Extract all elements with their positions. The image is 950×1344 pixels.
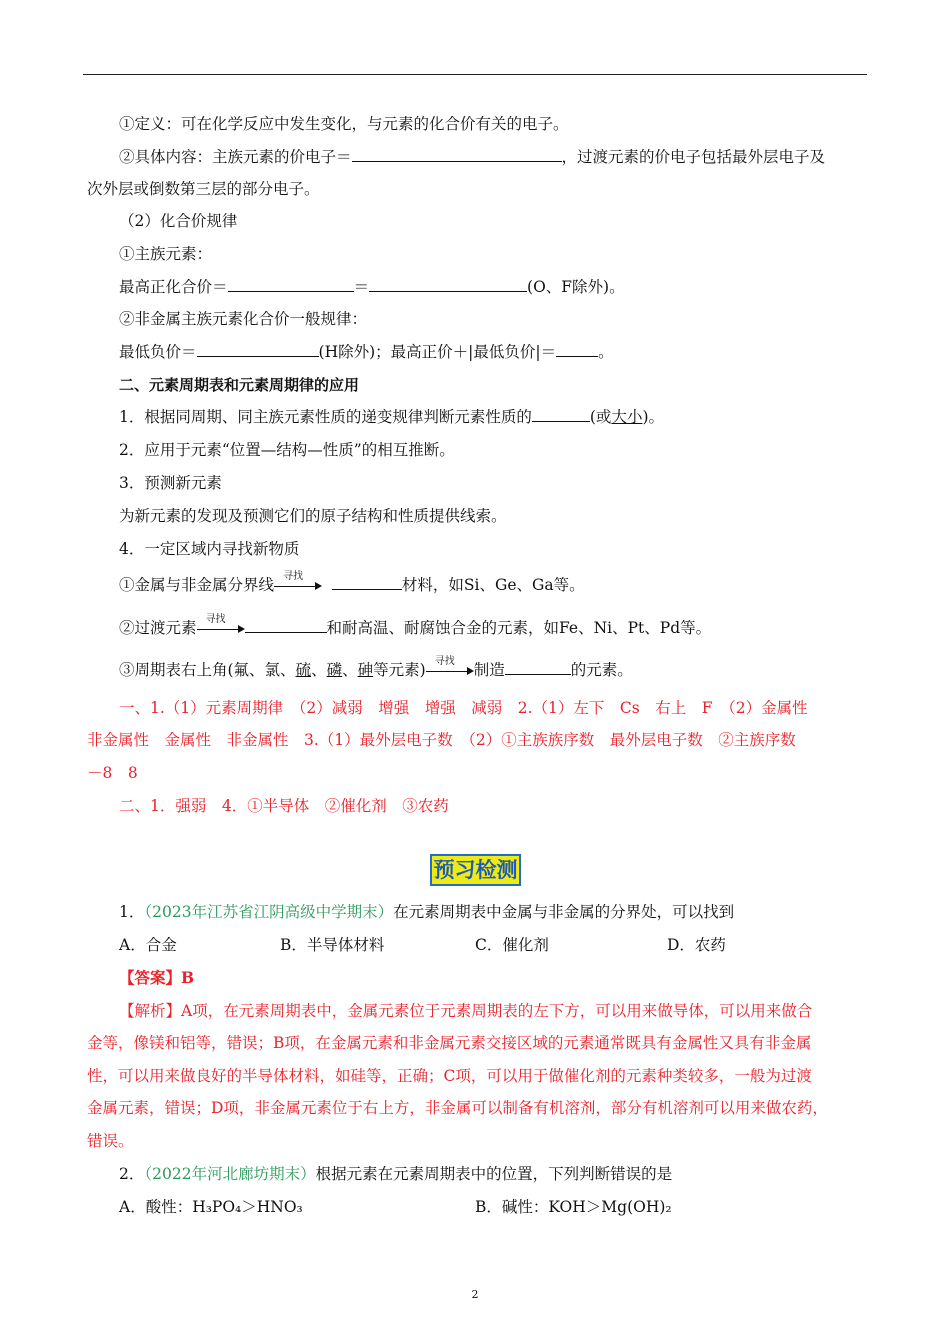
search-line-1 (119, 571, 867, 596)
search-line-2 (119, 614, 867, 639)
underlined-text: 磷 (326, 661, 343, 679)
underlined-text: 大小 (611, 408, 643, 426)
application-item-1 (119, 406, 867, 428)
valence-content-cont: 次外层或倒数第三层的部分电子。 (87, 180, 320, 198)
text: 最高正化合价＝ (119, 278, 228, 296)
application-item-4: 4．一定区域内寻找新物质 (119, 540, 300, 558)
fill-blank[interactable] (532, 407, 590, 422)
right-arrow-icon (197, 614, 245, 639)
application-item-3-desc: 为新元素的发现及预测它们的原子结构和性质提供线索。 (119, 507, 507, 525)
application-item-3: 3．预测新元素 (119, 474, 222, 492)
fill-blank[interactable] (245, 618, 327, 633)
question-source: （2022年河北廊坊期末） (144, 1165, 316, 1183)
fill-blank[interactable] (332, 575, 402, 590)
text: ，过渡元素的价电子包括最外层电子及 (561, 148, 826, 166)
text: 、 (311, 661, 327, 679)
question-2 (119, 1163, 867, 1185)
text: 制造 (473, 661, 505, 679)
right-arrow-icon (274, 571, 322, 596)
option-b[interactable]: B．半导体材料 (280, 936, 385, 954)
text: 材料，如Si、Ge、Ga等。 (401, 576, 585, 594)
question-number: 2． (119, 1165, 145, 1183)
question-1-options (119, 934, 867, 956)
question-source: （2023年江苏省江阴高级中学期末） (144, 903, 394, 921)
text: (或 (589, 408, 612, 426)
text: 1．根据同周期、同主族元素性质的递变规律判断元素性质的 (119, 408, 532, 426)
option-b[interactable]: B．碱性：KOH＞Mg(OH)₂ (475, 1198, 672, 1216)
text: ＝ (353, 278, 370, 296)
text: (O、F除外)。 (527, 278, 625, 296)
min-valence-rule (119, 341, 867, 363)
fill-blank[interactable] (556, 342, 598, 357)
question-1 (119, 901, 867, 923)
fill-blank[interactable] (352, 147, 562, 162)
text: ②过渡元素 (119, 619, 197, 637)
text: 。 (598, 343, 614, 361)
arrow-label: 寻找 (205, 614, 226, 625)
main-group-label: ①主族元素： (119, 245, 213, 263)
answer-line-4: 二、1．强弱 4．①半导体 ②催化剂 ③农药 (119, 797, 449, 815)
explanation-line-5: 错误。 (87, 1132, 134, 1150)
answer-line-3: －8 8 (87, 764, 138, 782)
underlined-text: 硫 (295, 661, 312, 679)
preview-title: 预习检测 (430, 854, 521, 886)
answer-label: 【答案】B (119, 968, 195, 987)
question-2-options (119, 1196, 867, 1218)
text: ①金属与非金属分界线 (119, 576, 275, 594)
option-d[interactable]: D．农药 (667, 936, 726, 954)
arrow-label: 寻找 (283, 571, 304, 582)
valence-content (119, 146, 867, 168)
text: ③周期表右上角(氟、氯、 (119, 661, 296, 679)
fill-blank[interactable] (197, 342, 319, 357)
application-item-2: 2．应用于元素“位置—结构—性质”的相互推断。 (119, 441, 455, 459)
text: 最低负价＝ (119, 343, 197, 361)
question-number: 1． (119, 903, 145, 921)
text: )。 (642, 408, 665, 426)
option-c[interactable]: C．催化剂 (475, 936, 549, 954)
arrow-label: 寻找 (434, 656, 455, 667)
valence-definition: ①定义：可在化学反应中发生变化，与元素的化合价有关的电子。 (119, 115, 569, 133)
text: 和耐高温、耐腐蚀合金的元素，如Fe、Ni、Pt、Pd等。 (326, 619, 712, 637)
explanation-line-3: 性，可以用来做良好的半导体材料，如硅等，正确；C项，可以用于做催化剂的元素种类较多，一般为过渡 (87, 1067, 812, 1085)
header-rule (83, 74, 867, 75)
option-a[interactable]: A．酸性：H₃PO₄＞HNO₃ (119, 1198, 303, 1216)
option-a[interactable]: A．合金 (119, 936, 177, 954)
text: ②具体内容：主族元素的价电子＝ (119, 148, 352, 166)
page-number: 2 (471, 1288, 479, 1301)
fill-blank[interactable] (505, 660, 571, 675)
text: 、 (342, 661, 358, 679)
underlined-text: 砷 (357, 661, 374, 679)
section-heading: 二、元素周期表和元素周期律的应用 (119, 376, 360, 394)
text: 等元素) (373, 661, 426, 679)
explanation-line-4: 金属元素，错误；D项，非金属元素位于右上方，非金属可以制备有机溶剂，部分有机溶剂可以用来做农药， (87, 1099, 828, 1117)
explanation-line-1: 【解析】A项，在元素周期表中，金属元素位于元素周期表的左下方，可以用来做导体，可以用来做合 (119, 1002, 813, 1020)
fill-blank[interactable] (228, 277, 354, 292)
answer-line-2: 非金属性 金属性 非金属性 3.（1）最外层电子数 （2）①主族族序数 最外层电子数 ②主族序数 (87, 731, 796, 749)
max-valence-rule (119, 276, 867, 298)
question-text: 在元素周期表中金属与非金属的分界处，可以找到 (393, 903, 735, 921)
text: (H除外)；最高正价＋|最低负价|＝ (318, 343, 557, 361)
search-line-3 (119, 656, 867, 681)
explanation-line-2: 金等，像镁和铝等，错误；B项，在金属元素和非金属元素交接区域的元素通常既具有金属性又具有非金属 (87, 1034, 812, 1052)
text: 的元素。 (570, 661, 633, 679)
answer-line-1: 一、1.（1）元素周期律 （2）减弱 增强 增强 减弱 2.（1）左下 Cs 右上 F （2）金属性 (119, 699, 808, 717)
fill-blank[interactable] (369, 277, 527, 292)
question-text: 根据元素在元素周期表中的位置，下列判断错误的是 (315, 1165, 673, 1183)
right-arrow-icon (426, 656, 474, 681)
nonmetal-rule-title: ②非金属主族元素化合价一般规律： (119, 310, 368, 328)
valence-rule-title: （2）化合价规律 (119, 212, 238, 230)
